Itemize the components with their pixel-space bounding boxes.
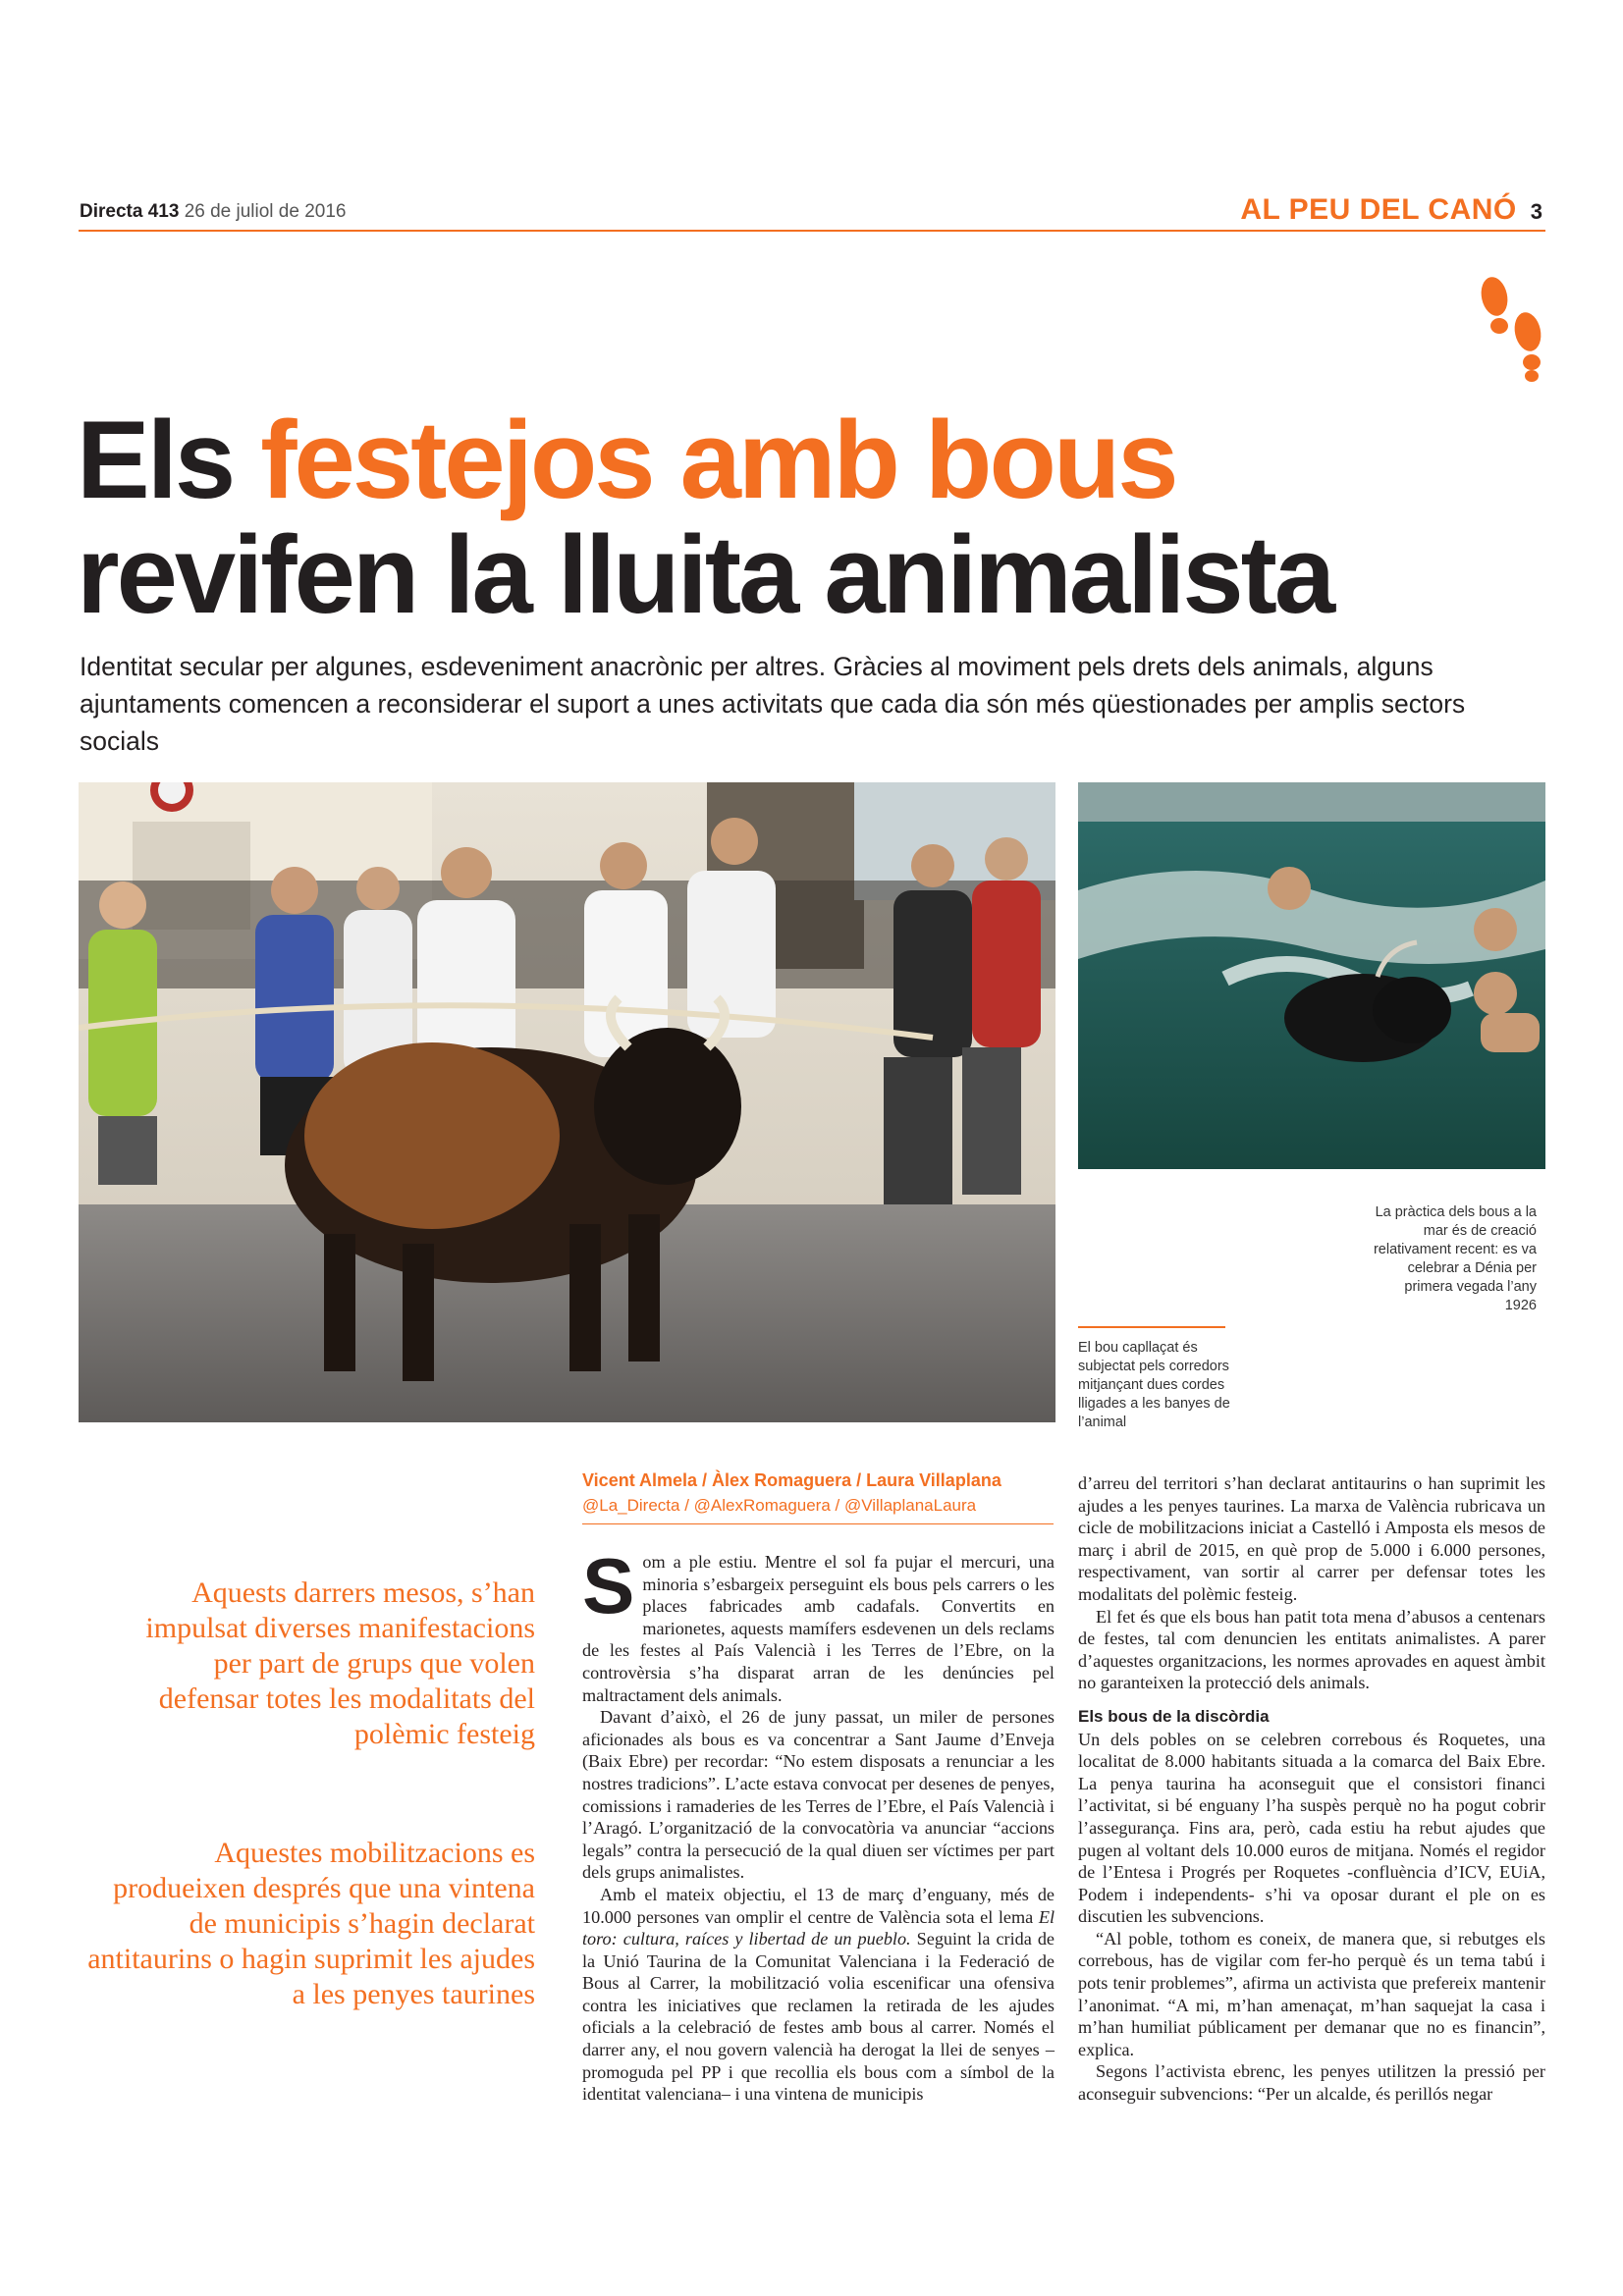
secondary-photo xyxy=(1078,782,1545,1169)
issue-date: 26 de juliol de 2016 xyxy=(184,201,347,222)
byline-handles: @La_Directa / @AlexRomaguera / @VillaplanaLaura xyxy=(582,1496,977,1515)
body-paragraph-7: “Al poble, tothom es coneix, de manera que, si rebutges els correbous, has de vigilar com fer-ho perquè és un tema tabú i pots tenir problemes”, afirma un activista que prefereix mantenir l’anonimat. “A mi, m’han amenaçat, m’han saquejat la casa i m’han humiliat públicament per demanar que no es financin”, explica. xyxy=(1078,1928,1545,2059)
headline-line2: revifen la lluita animalista xyxy=(77,513,1333,636)
subhead: Els bous de la discòrdia xyxy=(1078,1706,1270,1726)
publication-name: Directa 413 xyxy=(80,201,180,222)
body-paragraph-3b: Seguint la crida de la Unió Taurina de la Comunitat Valenciana i la Federació de Bous al Carrer, la mobilització volia escenificar una ofensiva contra les iniciatives que reclamen la retirada de les ajudes oficials a la celebració de festes amb bous al carrer. Només el darrer any, el nou govern valencià ha derogat la llei de senyes –promoguda pel PP i que recollia els bous com a símbol de la identitat valenciana– i una vintena de municipis xyxy=(582,1929,1055,2105)
deck: Identitat secular per algunes, esdeveniment anacrònic per altres. Gràcies al moviment pels drets dels animals, alguns ajuntaments comencen a reconsiderar el suport a unes activitats que cada dia són més qüestionades per amplis sectors socials xyxy=(80,652,1466,756)
byline-authors: Vicent Almela / Àlex Romaguera / Laura Villaplana xyxy=(582,1470,1001,1490)
body-paragraph-4: d’arreu del territori s’han declarat antitaurins o han suprimit les ajudes a les penyes taurines. La marxa de València rubricava un cicle de mobilitzacions iniciat a Castelló i Amposta els mesos de març i abril de 2015, en què prop de 5.000 i 6.000 persones, respectivament, van sortir al carrer per defensar totes les modalitats del polèmic festeig. xyxy=(1078,1473,1545,1604)
section-name: AL PEU DEL CANÓ xyxy=(1240,193,1517,226)
body-paragraph-2: Davant d’això, el 26 de juny passat, un miler de persones aficionades als bous es va concentrar a Sant Jaume d’Enveja (Baix Ebre) per recordar: “No estem disposats a renunciar a les nostres tradicions”. L’acte estava convocat per desenes de penyes, comissions i ramaderies de les Terres de l’Ebre, el País Valencià i l’Aragó. L’organització de la convocatòria va anunciar “accions legals” contra la persecució de la qual diuen ser víctimes per part dels grups animalistes. xyxy=(582,1707,1055,1883)
slogan: El toro: cultura, raíces y libertad de un pueblo. xyxy=(582,1906,1055,1949)
pullquote-1: Aquests darrers mesos, s’han impulsat diverses manifestacions per part de grups que volen defensar totes les modalitats del polèmic festeig xyxy=(145,1576,535,1750)
body-paragraph-3a: Amb el mateix objectiu, el 13 de març d’enguany, més de 10.000 persones van omplir el centre de València sota el lema xyxy=(582,1884,1055,1927)
headline-highlight: festejos amb bous xyxy=(260,399,1176,521)
pullquote-2: Aquestes mobilitzacions es produeixen després que una vintena de municipis s’hagin declarat antitaurins o hagin suprimit les ajudes a les penyes taurines xyxy=(87,1837,535,2010)
page-number: 3 xyxy=(1530,199,1542,224)
byline-rule xyxy=(582,1523,1054,1524)
body-column-2 xyxy=(1078,1472,1545,2106)
body-paragraph-5: El fet és que els bous han patit tota mena d’abusos a centenars de festes, tal com denuncien les entitats animalistes. A parer d’aquestes organitzacions, les normes aprovades en aquest àmbit no garanteixen la protecció dels animals. xyxy=(1078,1606,1545,1693)
main-photo xyxy=(79,782,1055,1422)
issue-info xyxy=(80,201,347,223)
headline-pre: Els xyxy=(77,399,261,521)
drop-cap: S xyxy=(582,1542,635,1629)
footprints-icon xyxy=(1473,275,1551,388)
body-paragraph-3 xyxy=(582,1884,1055,2106)
header-rule xyxy=(79,230,1545,232)
body-paragraph-8: Segons l’activista ebrenc, les penyes utilitzen la pressió per aconseguir subvencions: “Per un alcalde, és perillós negar xyxy=(1078,2061,1545,2105)
headline xyxy=(77,399,1549,636)
body-column-1 xyxy=(582,1542,1055,2106)
main-caption-rule xyxy=(1078,1326,1225,1328)
body-paragraph-1: om a ple estiu. Mentre el sol fa pujar el mercuri, una minoria s’esbargeix perseguint els bous pels carrers o les places fabricades amb cadafals. Convertits en marionetes, aquests mamífers esdevenen un dels reclams de les festes al País Valencià i les Terres de l’Ebre, on la controvèrsia s’ha disparat arran de les denúncies pel maltractament dels animals. xyxy=(582,1552,1055,1705)
secondary-photo-caption: La pràctica dels bous a la mar és de creació relativament recent: es va celebrar a Dénia per primera vegada l’any 1926 xyxy=(1373,1204,1537,1313)
main-photo-caption: El bou capllaçat és subjectat pels corredors mitjançant dues cordes lligades a les banyes de l’animal xyxy=(1078,1340,1230,1430)
section-header xyxy=(1240,193,1542,227)
body-paragraph-6: Un dels pobles on se celebren correbous és Roquetes, una localitat de 8.000 habitants situada a la comarca del Baix Ebre. La penya taurina ha aconseguit que el consistori financi l’activitat, si bé enguany l’ha suspès perquè no ha pogut cobrir l’assegurança. Fins ara, però, cada estiu ha rebut ajudes que pugen al voltant dels 10.000 euros de mitjana. Només el regidor de l’Entesa i Progrés per Roquetes -confluència d’ICV, EUiA, Podem i independents- s’hi va oposar durant el ple on es discutien les subvencions. xyxy=(1078,1729,1545,1927)
